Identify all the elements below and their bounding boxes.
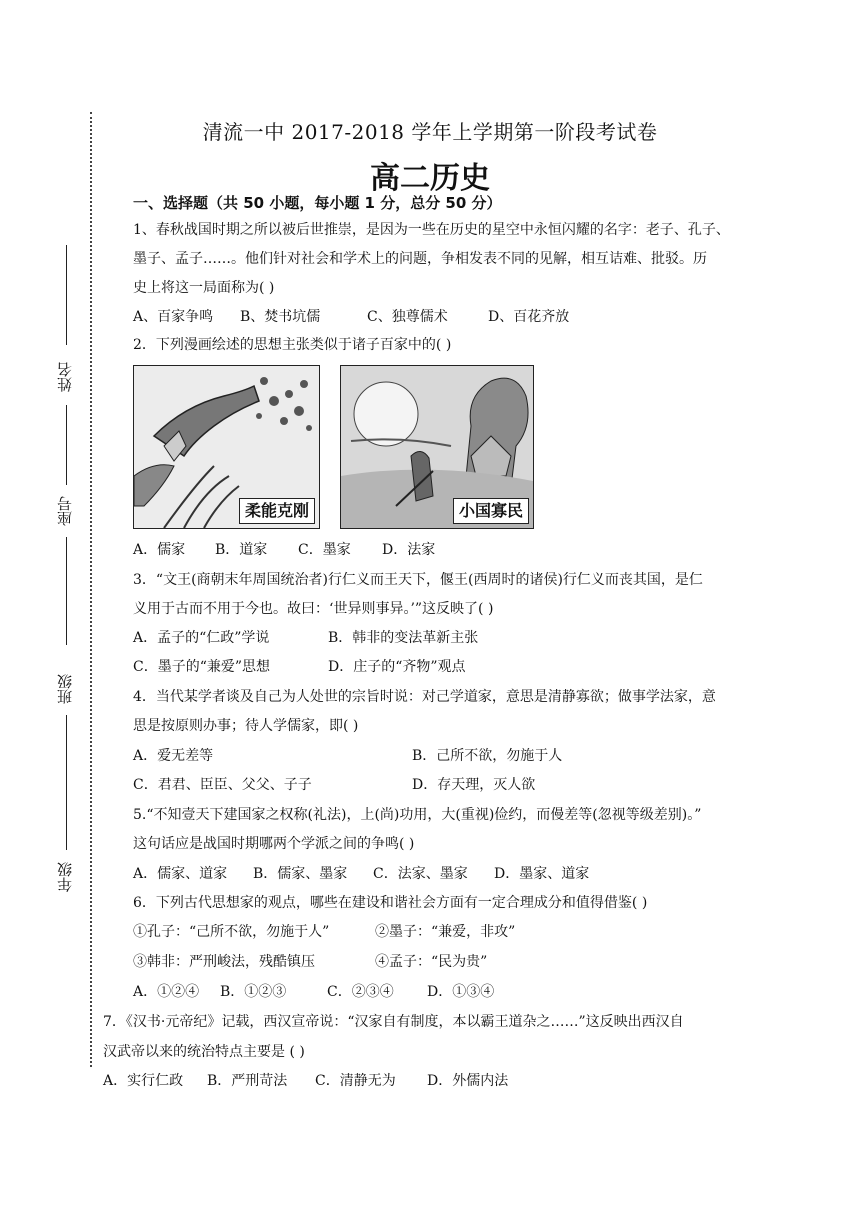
- q7-line2: 汉武帝以来的统治特点主要是 ( ): [103, 1044, 305, 1060]
- exam-title: 清流一中 2017-2018 学年上学期第一阶段考试卷: [202, 120, 658, 144]
- seat-field: [40, 445, 80, 625]
- q7-option-d[interactable]: D．外儒内法: [427, 1073, 509, 1089]
- q1-option-a[interactable]: A、百家争鸣: [133, 309, 214, 325]
- q7-option-c[interactable]: C．清静无为: [315, 1073, 396, 1089]
- name-field: [40, 245, 80, 445]
- q3-line2: 义用于古而不用于今也。故曰：‘世异则事异。’”这反映了( ): [133, 601, 494, 617]
- cartoon-rou-neng-ke-gang: [133, 365, 320, 529]
- q5-option-a[interactable]: A．儒家、道家: [133, 866, 228, 882]
- name-underline-bottom: [66, 405, 67, 445]
- q6-item-2: ②墨子：“兼爱，非攻”: [375, 924, 516, 940]
- q1-option-d[interactable]: D、百花齐放: [488, 309, 570, 325]
- binding-dotted-line: [90, 112, 92, 1067]
- q4-option-b[interactable]: B．己所不欲，勿施于人: [412, 748, 563, 764]
- q2-option-c[interactable]: C．墨家: [298, 542, 351, 558]
- cartoon-xiao-guo-gua-min: [340, 365, 534, 529]
- q7-option-a[interactable]: A．实行仁政: [103, 1073, 184, 1089]
- name-underline-top: [66, 245, 67, 345]
- q1-line2: 墨子、孟子……。他们针对社会和学术上的问题，争相发表不同的见解，相互诘难、批驳。历: [133, 251, 707, 267]
- q6-option-c[interactable]: C．②③④: [327, 984, 394, 1000]
- q6-stem: 6．下列古代思想家的观点，哪些在建设和谐社会方面有一定合理成分和值得借鉴( ): [133, 895, 648, 911]
- q5-line1: 5.“不知壹天下建国家之权称(礼法)，上(尚)功用，大(重视)俭约，而僈差等(忽视等级差别)。”: [133, 807, 702, 823]
- q1-option-c[interactable]: C、独尊儒术: [367, 309, 448, 325]
- q6-item-1: ①孔子：“己所不欲，勿施于人”: [133, 924, 330, 940]
- q6-item-3: ③韩非：严刑峻法，残酷镇压: [133, 954, 315, 970]
- name-label: 姓名: [56, 362, 74, 392]
- q2-option-d[interactable]: D．法家: [382, 542, 436, 558]
- q4-option-a[interactable]: A．爱无差等: [133, 748, 214, 764]
- q2-stem: 2．下列漫画绘述的思想主张类似于诸子百家中的( ): [133, 337, 452, 353]
- q1-line3: 史上将这一局面称为( ): [133, 280, 275, 296]
- seat-underline-top: [66, 445, 67, 485]
- q5-option-d[interactable]: D．墨家、道家: [494, 866, 590, 882]
- seat-underline-bottom: [66, 537, 67, 625]
- q5-option-b[interactable]: B．儒家、墨家: [253, 866, 348, 882]
- q3-line1: 3．“文王(商朝末年周国统治者)行仁义而王天下，偃王(西周时的诸侯)行仁义而丧其国，是仁: [133, 572, 703, 588]
- class-label: 班级: [56, 674, 74, 704]
- q6-option-d[interactable]: D．①③④: [427, 984, 495, 1000]
- q6-option-a[interactable]: A．①②④: [133, 984, 200, 1000]
- cartoon1-caption: 柔能克刚: [239, 498, 315, 524]
- q3-option-d[interactable]: D．庄子的“齐物”观点: [328, 659, 466, 675]
- q7-option-b[interactable]: B．严刑苛法: [207, 1073, 288, 1089]
- grade-underline-top: [66, 825, 67, 850]
- q1-option-b[interactable]: B、焚书坑儒: [240, 309, 321, 325]
- class-underline-top: [66, 625, 67, 645]
- cartoon2-caption: 小国寡民: [453, 498, 529, 524]
- q4-line2: 思是按原则办事；待人学儒家，即( ): [133, 718, 359, 734]
- section-heading: 一、选择题（共 50 小题，每小题 1 分，总分 50 分）: [133, 194, 502, 212]
- q3-option-c[interactable]: C．墨子的“兼爱”思想: [133, 659, 271, 675]
- q2-option-b[interactable]: B．道家: [215, 542, 268, 558]
- class-underline-bottom: [66, 715, 67, 825]
- q4-line1: 4．当代某学者谈及自己为人处世的宗旨时说：对己学道家，意思是清静寡欲；做事学法家，意: [133, 689, 716, 705]
- grade-label: 年级: [56, 862, 74, 892]
- q4-option-c[interactable]: C．君君、臣臣、父父、子子: [133, 777, 312, 793]
- q6-item-4: ④孟子：“民为贵”: [375, 954, 488, 970]
- grade-field: [40, 825, 80, 925]
- q3-option-a[interactable]: A．孟子的“仁政”学说: [133, 630, 270, 646]
- seat-label: 座号: [56, 496, 74, 526]
- q4-option-d[interactable]: D．存天理，灭人欲: [412, 777, 536, 793]
- q1-line1: 1、春秋战国时期之所以被后世推崇，是因为一些在历史的星空中永恒闪耀的名字：老子、孔子、: [133, 222, 730, 238]
- q2-option-a[interactable]: A．儒家: [133, 542, 186, 558]
- q6-option-b[interactable]: B．①②③: [220, 984, 287, 1000]
- q7-line1: 7．《汉书·元帝纪》记载，西汉宣帝说：“汉家自有制度，本以霸王道杂之……”这反映出西汉自: [103, 1014, 684, 1030]
- q5-line2: 这句话应是战国时期哪两个学派之间的争鸣( ): [133, 836, 415, 852]
- exam-subject: 高二历史: [370, 161, 490, 196]
- q5-option-c[interactable]: C．法家、墨家: [373, 866, 468, 882]
- class-field: [40, 625, 80, 825]
- q3-option-b[interactable]: B．韩非的变法革新主张: [328, 630, 479, 646]
